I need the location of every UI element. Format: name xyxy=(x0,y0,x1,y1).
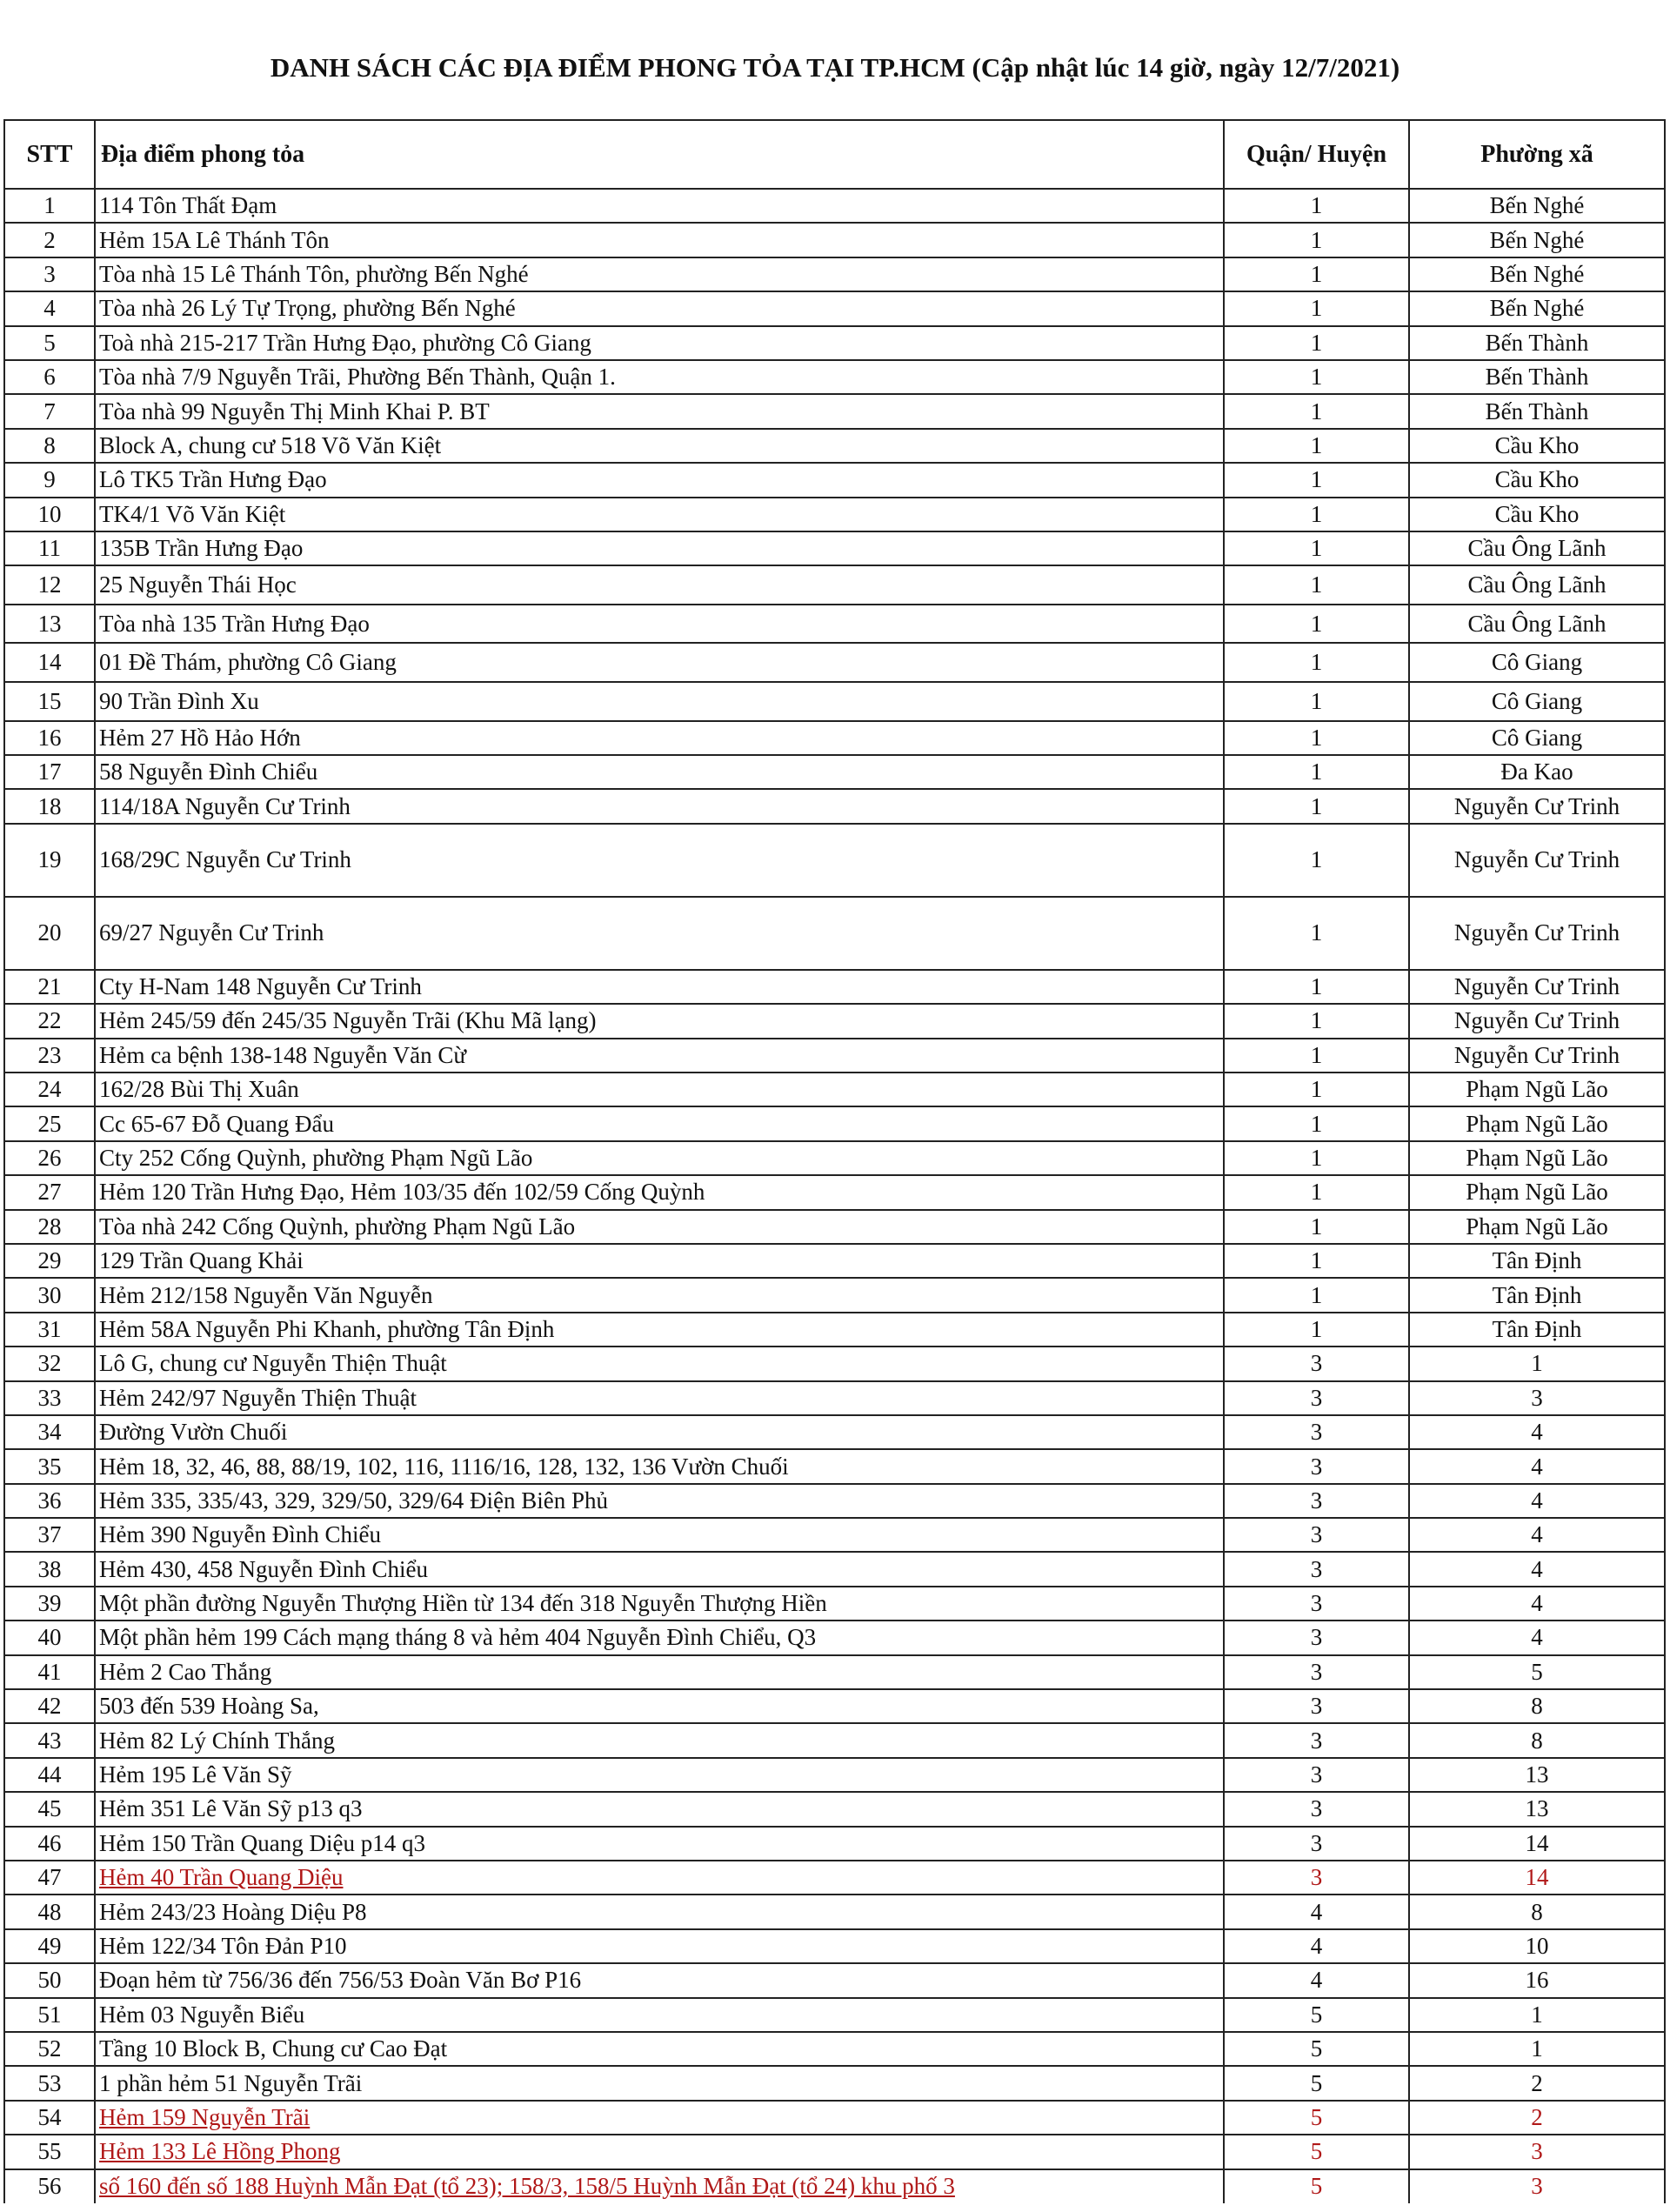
row-ward-cell: 8 xyxy=(1409,1723,1665,1757)
row-stt-cell: 41 xyxy=(4,1655,95,1689)
row-location-cell: 114 Tôn Thất Đạm xyxy=(95,189,1224,223)
table-row xyxy=(4,1073,1665,1106)
row-stt-cell: 44 xyxy=(4,1758,95,1792)
row-stt-cell: 25 xyxy=(4,1106,95,1140)
row-stt-cell: 52 xyxy=(4,2032,95,2066)
row-ward-cell: 2 xyxy=(1409,2066,1665,2100)
row-stt-cell: 16 xyxy=(4,721,95,755)
row-location-cell: Đường Vườn Chuối xyxy=(95,1415,1224,1449)
row-district-cell: 1 xyxy=(1224,257,1409,291)
row-location-cell: Hẻm 243/23 Hoàng Diệu P8 xyxy=(95,1895,1224,1928)
row-ward-cell: 4 xyxy=(1409,1552,1665,1586)
row-location-cell: 69/27 Nguyễn Cư Trinh xyxy=(95,897,1224,970)
row-location-cell: TK4/1 Võ Văn Kiệt xyxy=(95,498,1224,531)
row-ward-cell: Cô Giang xyxy=(1409,682,1665,721)
row-ward-cell: 2 xyxy=(1409,2101,1665,2135)
row-ward-cell: Phạm Ngũ Lão xyxy=(1409,1106,1665,1140)
row-stt-cell: 6 xyxy=(4,360,95,394)
row-stt-cell: 51 xyxy=(4,1998,95,2032)
row-location-cell: Hẻm 195 Lê Văn Sỹ xyxy=(95,1758,1224,1792)
table-row xyxy=(4,531,1665,565)
row-district-cell: 5 xyxy=(1224,1998,1409,2032)
table-row xyxy=(4,1655,1665,1689)
row-ward-cell: 16 xyxy=(1409,1963,1665,1997)
table-row xyxy=(4,824,1665,897)
row-stt-cell: 30 xyxy=(4,1278,95,1312)
row-location-cell: Lô G, chung cư Nguyễn Thiện Thuật xyxy=(95,1347,1224,1380)
row-ward-cell: 10 xyxy=(1409,1929,1665,1963)
row-location-cell: 129 Trần Quang Khải xyxy=(95,1244,1224,1278)
row-stt-cell: 14 xyxy=(4,643,95,682)
table-row xyxy=(4,2101,1665,2135)
row-location-cell: số 160 đến số 188 Huỳnh Mẫn Đạt (tổ 23); 158/3, 158/5 Huỳnh Mẫn Đạt (tổ 24) khu phố 3 xyxy=(95,2169,1224,2203)
table-row xyxy=(4,565,1665,605)
row-stt-cell: 36 xyxy=(4,1484,95,1518)
row-stt-cell: 24 xyxy=(4,1073,95,1106)
row-ward-cell: 4 xyxy=(1409,1621,1665,1654)
row-ward-cell: Cầu Kho xyxy=(1409,429,1665,463)
row-stt-cell: 40 xyxy=(4,1621,95,1654)
table-row xyxy=(4,2032,1665,2066)
row-location-cell: Hẻm 120 Trần Hưng Đạo, Hẻm 103/35 đến 102/59 Cống Quỳnh xyxy=(95,1175,1224,1209)
row-stt-cell: 2 xyxy=(4,223,95,257)
row-district-cell: 1 xyxy=(1224,824,1409,897)
row-district-cell: 1 xyxy=(1224,789,1409,823)
row-ward-cell: Bến Nghé xyxy=(1409,291,1665,325)
table-row xyxy=(4,721,1665,755)
row-stt-cell: 37 xyxy=(4,1518,95,1552)
row-ward-cell: Bến Nghé xyxy=(1409,189,1665,223)
row-district-cell: 3 xyxy=(1224,1484,1409,1518)
table-row xyxy=(4,643,1665,682)
row-district-cell: 1 xyxy=(1224,360,1409,394)
table-row xyxy=(4,1758,1665,1792)
row-ward-cell: Bến Thành xyxy=(1409,326,1665,360)
row-district-cell: 1 xyxy=(1224,1244,1409,1278)
row-ward-cell: Bến Nghé xyxy=(1409,223,1665,257)
row-stt-cell: 5 xyxy=(4,326,95,360)
row-district-cell: 3 xyxy=(1224,1552,1409,1586)
row-ward-cell: Cầu Ông Lãnh xyxy=(1409,565,1665,605)
table-row xyxy=(4,1792,1665,1826)
row-district-cell: 1 xyxy=(1224,565,1409,605)
row-location-cell: Lô TK5 Trần Hưng Đạo xyxy=(95,463,1224,497)
row-stt-cell: 55 xyxy=(4,2135,95,2169)
table-row xyxy=(4,1106,1665,1140)
table-row xyxy=(4,1004,1665,1038)
document-title: DANH SÁCH CÁC ĐỊA ĐIỂM PHONG TỎA TẠI TP.HCM (Cập nhật lúc 14 giờ, ngày 12/7/2021) xyxy=(270,52,1400,83)
row-ward-cell: 3 xyxy=(1409,2169,1665,2203)
row-district-cell: 1 xyxy=(1224,1313,1409,1347)
row-district-cell: 1 xyxy=(1224,1073,1409,1106)
row-district-cell: 1 xyxy=(1224,291,1409,325)
table-row xyxy=(4,789,1665,823)
row-ward-cell: 1 xyxy=(1409,1998,1665,2032)
row-location-cell: Block A, chung cư 518 Võ Văn Kiệt xyxy=(95,429,1224,463)
row-district-cell: 1 xyxy=(1224,970,1409,1004)
table-row xyxy=(4,257,1665,291)
row-district-cell: 1 xyxy=(1224,189,1409,223)
row-location-cell: Hẻm 133 Lê Hồng Phong xyxy=(95,2135,1224,2169)
row-location-cell: Hẻm 27 Hồ Hảo Hớn xyxy=(95,721,1224,755)
row-district-cell: 3 xyxy=(1224,1621,1409,1654)
table-row xyxy=(4,1998,1665,2032)
row-stt-cell: 15 xyxy=(4,682,95,721)
row-location-cell: Hẻm 58A Nguyễn Phi Khanh, phường Tân Định xyxy=(95,1313,1224,1347)
table-row xyxy=(4,1929,1665,1963)
row-ward-cell: 5 xyxy=(1409,1655,1665,1689)
row-stt-cell: 18 xyxy=(4,789,95,823)
row-district-cell: 3 xyxy=(1224,1827,1409,1861)
row-stt-cell: 45 xyxy=(4,1792,95,1826)
row-ward-cell: Phạm Ngũ Lão xyxy=(1409,1073,1665,1106)
row-stt-cell: 26 xyxy=(4,1141,95,1175)
row-district-cell: 1 xyxy=(1224,394,1409,428)
row-location-cell: Hẻm 03 Nguyễn Biểu xyxy=(95,1998,1224,2032)
row-location-cell: Hẻm 122/34 Tôn Đản P10 xyxy=(95,1929,1224,1963)
row-district-cell: 1 xyxy=(1224,897,1409,970)
table-row xyxy=(4,1861,1665,1895)
row-ward-cell: 4 xyxy=(1409,1518,1665,1552)
row-ward-cell: Phạm Ngũ Lão xyxy=(1409,1210,1665,1244)
row-district-cell: 3 xyxy=(1224,1758,1409,1792)
table-row xyxy=(4,682,1665,721)
row-stt-cell: 35 xyxy=(4,1449,95,1483)
row-ward-cell: 4 xyxy=(1409,1484,1665,1518)
row-stt-cell: 4 xyxy=(4,291,95,325)
row-ward-cell: Nguyễn Cư Trinh xyxy=(1409,1039,1665,1073)
row-ward-cell: Tân Định xyxy=(1409,1313,1665,1347)
row-ward-cell: Cầu Kho xyxy=(1409,463,1665,497)
row-stt-cell: 56 xyxy=(4,2169,95,2203)
row-stt-cell: 42 xyxy=(4,1689,95,1723)
row-district-cell: 1 xyxy=(1224,531,1409,565)
row-location-cell: 162/28 Bùi Thị Xuân xyxy=(95,1073,1224,1106)
table-row xyxy=(4,1827,1665,1861)
table-row xyxy=(4,360,1665,394)
header-district: Quận/ Huyện xyxy=(1224,120,1409,189)
row-location-cell: 114/18A Nguyễn Cư Trinh xyxy=(95,789,1224,823)
row-ward-cell: 8 xyxy=(1409,1689,1665,1723)
table-row xyxy=(4,1415,1665,1449)
table-row xyxy=(4,970,1665,1004)
table-row xyxy=(4,1587,1665,1621)
row-stt-cell: 21 xyxy=(4,970,95,1004)
row-ward-cell: Tân Định xyxy=(1409,1244,1665,1278)
row-location-cell: Hẻm 150 Trần Quang Diệu p14 q3 xyxy=(95,1827,1224,1861)
row-location-cell: Hẻm 212/158 Nguyễn Văn Nguyễn xyxy=(95,1278,1224,1312)
row-stt-cell: 23 xyxy=(4,1039,95,1073)
row-stt-cell: 3 xyxy=(4,257,95,291)
row-district-cell: 4 xyxy=(1224,1929,1409,1963)
row-ward-cell: Bến Thành xyxy=(1409,394,1665,428)
row-district-cell: 1 xyxy=(1224,643,1409,682)
row-stt-cell: 38 xyxy=(4,1552,95,1586)
table-row xyxy=(4,605,1665,644)
row-location-cell: Hẻm 18, 32, 46, 88, 88/19, 102, 116, 1116/16, 128, 132, 136 Vườn Chuối xyxy=(95,1449,1224,1483)
lockdown-table xyxy=(3,119,1666,2203)
row-ward-cell: Nguyễn Cư Trinh xyxy=(1409,789,1665,823)
row-ward-cell: 8 xyxy=(1409,1895,1665,1928)
table-row xyxy=(4,429,1665,463)
row-stt-cell: 34 xyxy=(4,1415,95,1449)
row-location-cell: Tòa nhà 242 Cống Quỳnh, phường Phạm Ngũ Lão xyxy=(95,1210,1224,1244)
row-ward-cell: Bến Thành xyxy=(1409,360,1665,394)
row-location-cell: Toà nhà 215-217 Trần Hưng Đạo, phường Cô Giang xyxy=(95,326,1224,360)
row-location-cell: Tòa nhà 135 Trần Hưng Đạo xyxy=(95,605,1224,644)
table-row xyxy=(4,1381,1665,1415)
row-location-cell: Hẻm 15A Lê Thánh Tôn xyxy=(95,223,1224,257)
row-location-cell: Cty 252 Cống Quỳnh, phường Phạm Ngũ Lão xyxy=(95,1141,1224,1175)
row-ward-cell: 13 xyxy=(1409,1792,1665,1826)
row-ward-cell: 14 xyxy=(1409,1827,1665,1861)
row-location-cell: Hẻm 245/59 đến 245/35 Nguyễn Trãi (Khu Mã lạng) xyxy=(95,1004,1224,1038)
row-location-cell: Hẻm 82 Lý Chính Thắng xyxy=(95,1723,1224,1757)
table-row xyxy=(4,1621,1665,1654)
row-location-cell: Tòa nhà 15 Lê Thánh Tôn, phường Bến Nghé xyxy=(95,257,1224,291)
row-district-cell: 1 xyxy=(1224,721,1409,755)
table-row xyxy=(4,291,1665,325)
row-stt-cell: 8 xyxy=(4,429,95,463)
row-location-cell: Hẻm 242/97 Nguyễn Thiện Thuật xyxy=(95,1381,1224,1415)
row-stt-cell: 31 xyxy=(4,1313,95,1347)
row-stt-cell: 20 xyxy=(4,897,95,970)
row-district-cell: 3 xyxy=(1224,1689,1409,1723)
table-row xyxy=(4,1723,1665,1757)
table-row xyxy=(4,1313,1665,1347)
header-location: Địa điểm phong tỏa xyxy=(95,120,1224,189)
row-ward-cell: Bến Nghé xyxy=(1409,257,1665,291)
row-district-cell: 1 xyxy=(1224,1175,1409,1209)
row-district-cell: 1 xyxy=(1224,1278,1409,1312)
table-row xyxy=(4,498,1665,531)
row-district-cell: 5 xyxy=(1224,2135,1409,2169)
row-ward-cell: 14 xyxy=(1409,1861,1665,1895)
row-district-cell: 3 xyxy=(1224,1861,1409,1895)
table-row xyxy=(4,2066,1665,2100)
row-stt-cell: 46 xyxy=(4,1827,95,1861)
row-stt-cell: 47 xyxy=(4,1861,95,1895)
table-row xyxy=(4,1518,1665,1552)
row-stt-cell: 1 xyxy=(4,189,95,223)
row-location-cell: Một phần đường Nguyễn Thượng Hiền từ 134 đến 318 Nguyễn Thượng Hiền xyxy=(95,1587,1224,1621)
row-stt-cell: 32 xyxy=(4,1347,95,1380)
row-district-cell: 3 xyxy=(1224,1518,1409,1552)
row-stt-cell: 19 xyxy=(4,824,95,897)
table-row xyxy=(4,1484,1665,1518)
row-ward-cell: 13 xyxy=(1409,1758,1665,1792)
row-district-cell: 1 xyxy=(1224,1004,1409,1038)
row-ward-cell: Đa Kao xyxy=(1409,755,1665,789)
row-location-cell: 135B Trần Hưng Đạo xyxy=(95,531,1224,565)
row-stt-cell: 13 xyxy=(4,605,95,644)
table-row xyxy=(4,189,1665,223)
table-row xyxy=(4,2135,1665,2169)
row-stt-cell: 10 xyxy=(4,498,95,531)
row-district-cell: 3 xyxy=(1224,1449,1409,1483)
row-ward-cell: 4 xyxy=(1409,1449,1665,1483)
row-location-cell: 168/29C Nguyễn Cư Trinh xyxy=(95,824,1224,897)
row-stt-cell: 50 xyxy=(4,1963,95,1997)
row-ward-cell: Cô Giang xyxy=(1409,721,1665,755)
table-row xyxy=(4,1689,1665,1723)
row-ward-cell: 1 xyxy=(1409,1347,1665,1380)
row-location-cell: 90 Trần Đình Xu xyxy=(95,682,1224,721)
row-stt-cell: 43 xyxy=(4,1723,95,1757)
row-district-cell: 1 xyxy=(1224,1039,1409,1073)
row-location-cell: 01 Đề Thám, phường Cô Giang xyxy=(95,643,1224,682)
row-stt-cell: 22 xyxy=(4,1004,95,1038)
table-row xyxy=(4,897,1665,970)
row-location-cell: Hẻm ca bệnh 138-148 Nguyễn Văn Cừ xyxy=(95,1039,1224,1073)
table-row xyxy=(4,1895,1665,1928)
row-location-cell: Tòa nhà 99 Nguyễn Thị Minh Khai P. BT xyxy=(95,394,1224,428)
row-stt-cell: 54 xyxy=(4,2101,95,2135)
table-row xyxy=(4,326,1665,360)
row-district-cell: 1 xyxy=(1224,605,1409,644)
row-location-cell: Cty H-Nam 148 Nguyễn Cư Trinh xyxy=(95,970,1224,1004)
row-district-cell: 1 xyxy=(1224,755,1409,789)
row-ward-cell: Phạm Ngũ Lão xyxy=(1409,1175,1665,1209)
table-body xyxy=(4,189,1665,2203)
row-ward-cell: Cô Giang xyxy=(1409,643,1665,682)
row-district-cell: 1 xyxy=(1224,1141,1409,1175)
table-row xyxy=(4,1963,1665,1997)
row-ward-cell: 3 xyxy=(1409,1381,1665,1415)
row-location-cell: 58 Nguyễn Đình Chiểu xyxy=(95,755,1224,789)
row-stt-cell: 17 xyxy=(4,755,95,789)
row-location-cell: Tầng 10 Block B, Chung cư Cao Đạt xyxy=(95,2032,1224,2066)
row-district-cell: 4 xyxy=(1224,1963,1409,1997)
table-row xyxy=(4,1141,1665,1175)
row-location-cell: Hẻm 351 Lê Văn Sỹ p13 q3 xyxy=(95,1792,1224,1826)
row-stt-cell: 28 xyxy=(4,1210,95,1244)
row-district-cell: 1 xyxy=(1224,223,1409,257)
row-district-cell: 1 xyxy=(1224,1210,1409,1244)
table-row xyxy=(4,1175,1665,1209)
row-stt-cell: 9 xyxy=(4,463,95,497)
table-row xyxy=(4,1347,1665,1380)
row-district-cell: 3 xyxy=(1224,1381,1409,1415)
row-stt-cell: 7 xyxy=(4,394,95,428)
row-location-cell: 503 đến 539 Hoàng Sa, xyxy=(95,1689,1224,1723)
row-stt-cell: 53 xyxy=(4,2066,95,2100)
table-row xyxy=(4,755,1665,789)
row-stt-cell: 49 xyxy=(4,1929,95,1963)
row-district-cell: 1 xyxy=(1224,1106,1409,1140)
row-district-cell: 3 xyxy=(1224,1792,1409,1826)
row-ward-cell: 4 xyxy=(1409,1587,1665,1621)
table-row xyxy=(4,223,1665,257)
row-district-cell: 3 xyxy=(1224,1347,1409,1380)
row-district-cell: 3 xyxy=(1224,1723,1409,1757)
row-location-cell: Hẻm 335, 335/43, 329, 329/50, 329/64 Điện Biên Phủ xyxy=(95,1484,1224,1518)
row-district-cell: 1 xyxy=(1224,682,1409,721)
row-ward-cell: 4 xyxy=(1409,1415,1665,1449)
header-stt: STT xyxy=(4,120,95,189)
row-ward-cell: Cầu Ông Lãnh xyxy=(1409,531,1665,565)
row-location-cell: Đoạn hẻm từ 756/36 đến 756/53 Đoàn Văn Bơ P16 xyxy=(95,1963,1224,1997)
row-ward-cell: Tân Định xyxy=(1409,1278,1665,1312)
table-row xyxy=(4,1278,1665,1312)
row-ward-cell: Nguyễn Cư Trinh xyxy=(1409,824,1665,897)
table-row xyxy=(4,1039,1665,1073)
row-ward-cell: Nguyễn Cư Trinh xyxy=(1409,1004,1665,1038)
row-stt-cell: 29 xyxy=(4,1244,95,1278)
row-ward-cell: 1 xyxy=(1409,2032,1665,2066)
row-location-cell: Tòa nhà 7/9 Nguyễn Trãi, Phường Bến Thành, Quận 1. xyxy=(95,360,1224,394)
row-ward-cell: Nguyễn Cư Trinh xyxy=(1409,897,1665,970)
table-row xyxy=(4,463,1665,497)
row-stt-cell: 33 xyxy=(4,1381,95,1415)
row-district-cell: 3 xyxy=(1224,1587,1409,1621)
row-district-cell: 3 xyxy=(1224,1655,1409,1689)
row-district-cell: 4 xyxy=(1224,1895,1409,1928)
row-location-cell: Hẻm 2 Cao Thắng xyxy=(95,1655,1224,1689)
row-location-cell: 25 Nguyễn Thái Học xyxy=(95,565,1224,605)
table-row xyxy=(4,1449,1665,1483)
row-location-cell: Hẻm 40 Trần Quang Diệu xyxy=(95,1861,1224,1895)
row-location-cell: Tòa nhà 26 Lý Tự Trọng, phường Bến Nghé xyxy=(95,291,1224,325)
row-location-cell: 1 phần hẻm 51 Nguyễn Trãi xyxy=(95,2066,1224,2100)
row-stt-cell: 39 xyxy=(4,1587,95,1621)
row-district-cell: 5 xyxy=(1224,2066,1409,2100)
row-ward-cell: Cầu Ông Lãnh xyxy=(1409,605,1665,644)
table-row xyxy=(4,1244,1665,1278)
row-ward-cell: Phạm Ngũ Lão xyxy=(1409,1141,1665,1175)
row-district-cell: 1 xyxy=(1224,463,1409,497)
row-district-cell: 1 xyxy=(1224,429,1409,463)
row-location-cell: Hẻm 430, 458 Nguyễn Đình Chiểu xyxy=(95,1552,1224,1586)
row-stt-cell: 48 xyxy=(4,1895,95,1928)
table-row xyxy=(4,1210,1665,1244)
row-location-cell: Hẻm 390 Nguyễn Đình Chiểu xyxy=(95,1518,1224,1552)
row-district-cell: 3 xyxy=(1224,1415,1409,1449)
row-district-cell: 1 xyxy=(1224,498,1409,531)
row-stt-cell: 11 xyxy=(4,531,95,565)
table-row xyxy=(4,394,1665,428)
header-ward: Phường xã xyxy=(1409,120,1665,189)
row-location-cell: Hẻm 159 Nguyễn Trãi xyxy=(95,2101,1224,2135)
row-ward-cell: Cầu Kho xyxy=(1409,498,1665,531)
row-district-cell: 5 xyxy=(1224,2101,1409,2135)
row-location-cell: Cc 65-67 Đỗ Quang Đẩu xyxy=(95,1106,1224,1140)
row-stt-cell: 27 xyxy=(4,1175,95,1209)
row-district-cell: 5 xyxy=(1224,2169,1409,2203)
row-ward-cell: Nguyễn Cư Trinh xyxy=(1409,970,1665,1004)
table-row xyxy=(4,1552,1665,1586)
row-location-cell: Một phần hẻm 199 Cách mạng tháng 8 và hẻm 404 Nguyễn Đình Chiểu, Q3 xyxy=(95,1621,1224,1654)
row-district-cell: 1 xyxy=(1224,326,1409,360)
table-header-row xyxy=(4,120,1665,189)
row-ward-cell: 3 xyxy=(1409,2135,1665,2169)
row-district-cell: 5 xyxy=(1224,2032,1409,2066)
table-row xyxy=(4,2169,1665,2203)
row-stt-cell: 12 xyxy=(4,565,95,605)
